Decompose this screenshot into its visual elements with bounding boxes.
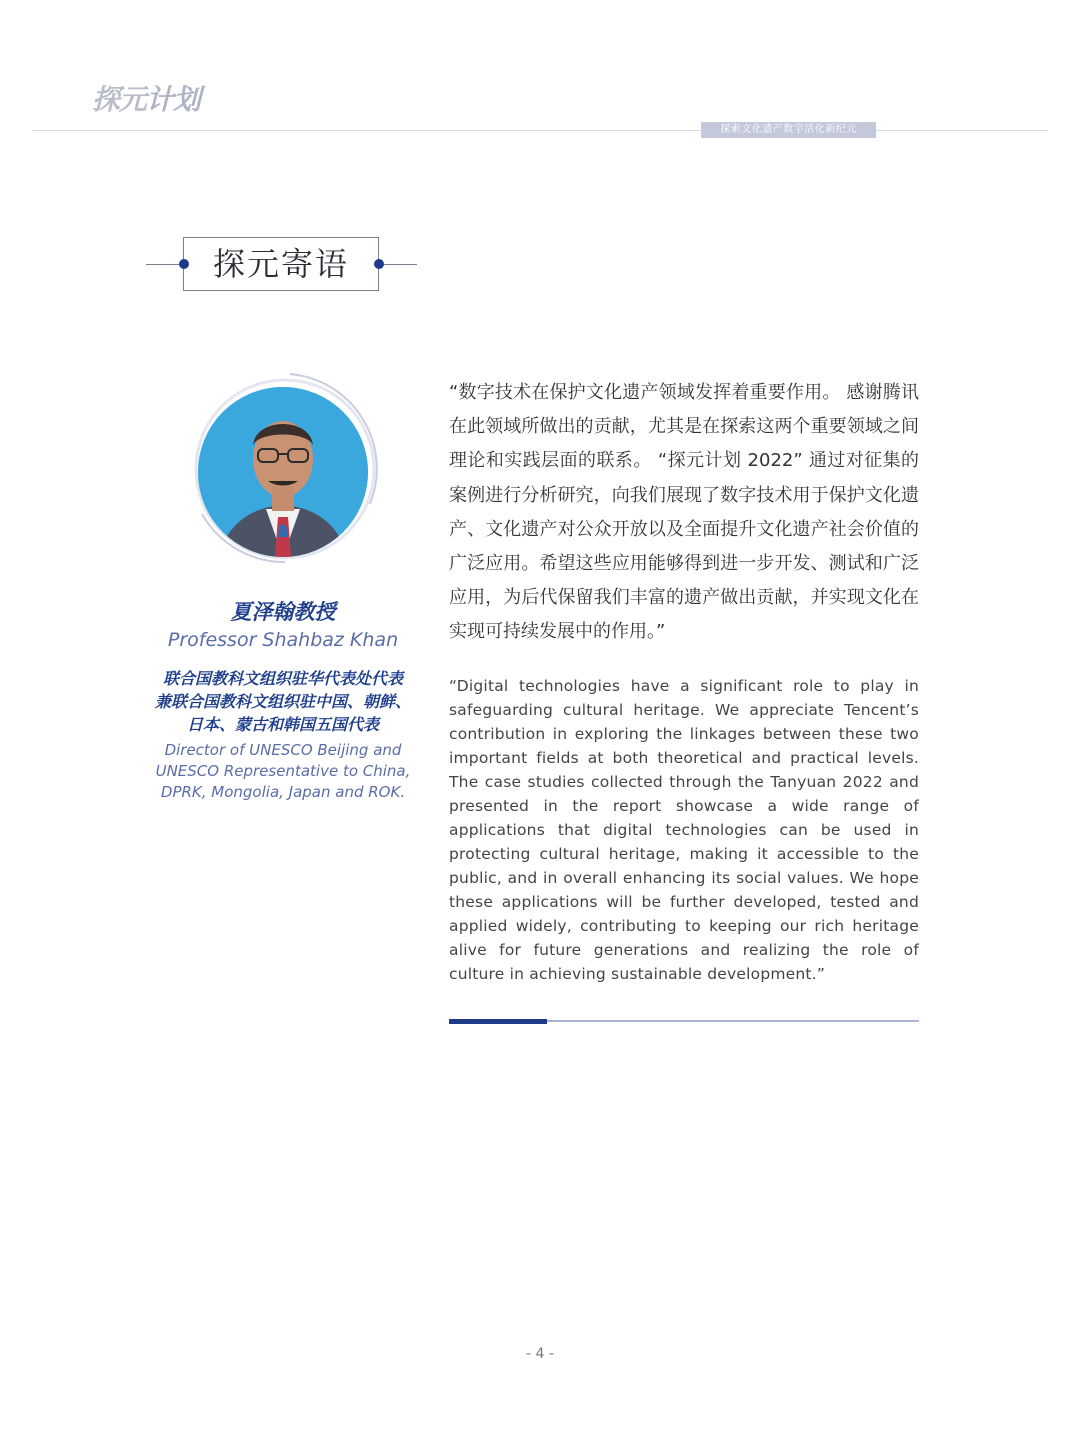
quote-divider-accent (449, 1019, 547, 1024)
speaker-name-en: Professor Shahbaz Khan (167, 629, 399, 651)
header-tagline: 探索文化遗产数字活化新纪元 (701, 122, 876, 138)
speaker-role-en (150, 740, 416, 803)
portrait-illustration (198, 387, 368, 557)
speaker-role-cn (140, 667, 426, 736)
avatar (198, 387, 368, 557)
title-line-right (379, 264, 417, 265)
quote-english: “Digital technologies have a significant role to play in safeguarding cultural heritage. We appreciate Tencent’s contribution in exploring the linkages between these two important fields at both theoretical and practical levels. The case studies collected through the Tanyuan 2022 and presented in the report showcase a wide range of applications that digital technologies can be used in protecting cultural heritage, making it accessible to the public, and in overall enhancing its social values. We hope these applications will be further developed, tested and applied widely, contributing to keeping our rich heritage alive for future generations and realizing the role of culture in achieving sustainable development.” (449, 677, 919, 983)
role-cn-line: 联合国教科文组织驻华代表处代表 (162, 669, 403, 688)
role-en-line: DPRK, Mongolia, Japan and ROK. (160, 783, 406, 801)
header-divider (32, 130, 1048, 131)
title-dot-left (179, 259, 189, 269)
section-title: 探元寄语 (183, 237, 379, 291)
title-dot-right (374, 259, 384, 269)
logo-text-part2: 计划 (146, 83, 201, 116)
logo-text-part1: 探元 (92, 83, 147, 116)
role-cn-line: 日本、蒙古和韩国五国代表 (186, 715, 379, 734)
role-cn-line: 兼联合国教科文组织驻中国、朝鲜、 (154, 692, 411, 711)
header-logo (92, 78, 200, 118)
quote-chinese: “数字技术在保护文化遗产领域发挥着重要作用。 感谢腾讯在此领域所做出的贡献，尤其是在探索这两个重要领域之间理论和实践层面的联系。 “探元计划 2022” 通过对征集的案例进行分析研究，向我们展现了数字技术用于保护文化遗产、文化遗产对公众开放以及全面提升文化遗产社会价值的广泛应用。希望这些应用能够得到进一步开发、测试和广泛应用，为后代保留我们丰富的遗产做出贡献，并实现文化在实现可持续发展中的作用。” (449, 382, 919, 643)
role-en-line: UNESCO Representative to China, (155, 762, 411, 780)
title-line-left (146, 264, 183, 265)
role-en-line: Director of UNESCO Beijing and (164, 741, 402, 759)
speaker-name-cn: 夏泽翰教授 (230, 600, 336, 624)
page-number: - 4 - (526, 1346, 554, 1362)
